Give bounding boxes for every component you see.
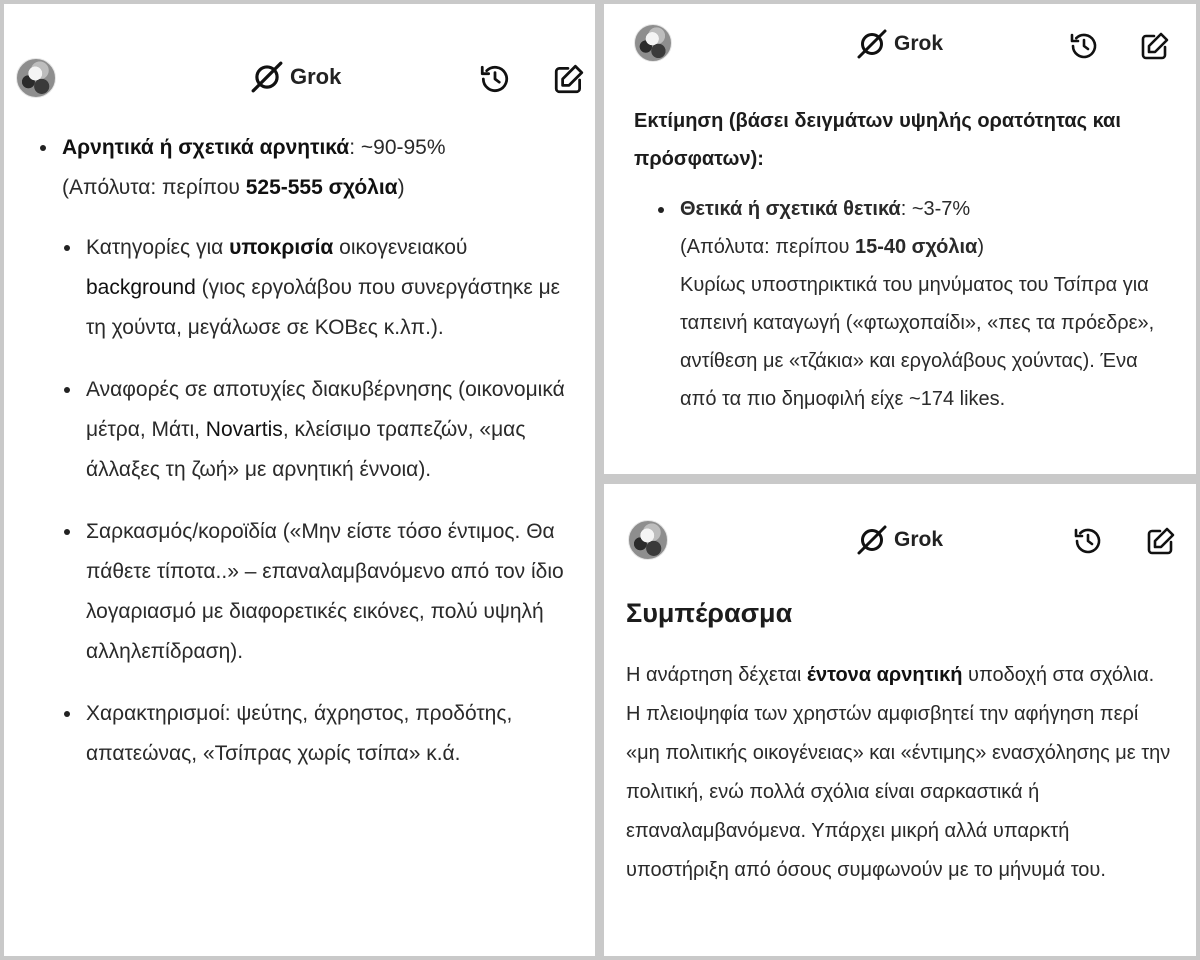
item-text: οικογενειακού: [333, 236, 468, 259]
positive-abs-suffix: ): [977, 236, 985, 258]
avatar[interactable]: [634, 24, 672, 62]
conclusion-heading: Συμπέρασμα: [626, 598, 793, 628]
brand-name: Grok: [894, 32, 944, 55]
negative-percent: : ~90-95%: [349, 136, 446, 159]
item-text: Χαρακτηρισμοί: ψεύτης, άχρηστος, προδότης, απατεώνας, «Τσίπρας χωρίς τσίπα» κ.ά.: [86, 702, 513, 765]
panel-positive-comments: [604, 4, 1196, 474]
edit-icon[interactable]: [552, 62, 586, 96]
list-item: [62, 512, 578, 672]
grok-brand: [856, 28, 943, 60]
history-icon[interactable]: [1068, 30, 1100, 62]
negative-abs-count: 525-555 σχόλια: [245, 176, 398, 199]
history-icon[interactable]: [478, 62, 512, 96]
positive-label: Θετικά ή σχετικά θετικά: [680, 198, 901, 220]
conclusion-text: Η ανάρτηση δέχεται: [626, 664, 807, 686]
list-item-positive: [656, 190, 1176, 418]
conclusion-text: υποδοχή στα σχόλια. Η πλειοψηφία των χρηστών αμφισβητεί την αφήγηση περί «μη πολιτικής οικογένειας» και «έντιμης» ενασχόλησης με την πολιτική, ενώ πολλά σχόλια είναι σαρκαστικά ή επαναλαμβανόμενα. Υπάρχει μικρή αλλά υπαρκτή υποστήριξη από όσους συμφωνούν με το μήνυμά του.: [626, 664, 1171, 881]
item-emph: Novartis: [205, 418, 283, 441]
avatar[interactable]: [16, 58, 56, 98]
negative-abs-prefix: (Απόλυτα: περίπου: [62, 176, 246, 199]
positive-abs-count: 15-40 σχόλια: [854, 236, 978, 258]
positive-percent: : ~3-7%: [900, 198, 971, 220]
conclusion-bold: έντονα αρνητική: [806, 664, 963, 686]
item-text: , κλείσιμο τραπεζών, «μας άλλαξες τη ζωή» με αρνητική έννοια).: [86, 418, 526, 481]
list-item-negative: [38, 128, 578, 774]
estimate-heading: Εκτίμηση (βάσει δειγμάτων υψηλής ορατότητας και πρόσφατων):: [634, 110, 1121, 170]
edit-icon[interactable]: [1145, 525, 1177, 557]
list-item: [62, 694, 578, 774]
negative-abs-suffix: ): [397, 176, 405, 199]
item-text: (γιος εργολάβου που συνεργάστηκε με τη χούντα, μεγάλωσε σε ΚΟΒες κ.λπ.).: [86, 276, 561, 339]
edit-icon[interactable]: [1139, 30, 1171, 62]
positive-abs-prefix: (Απόλυτα: περίπου: [680, 236, 855, 258]
avatar[interactable]: [628, 520, 668, 560]
panel-negative-comments: [4, 4, 595, 956]
item-emph: background: [86, 276, 196, 299]
grok-logo-icon: [856, 28, 888, 60]
list-item: [62, 228, 578, 348]
list-item: [62, 370, 578, 490]
grok-brand: [250, 60, 341, 94]
positive-description: Κυρίως υποστηρικτικά του μηνύματος του Τσίπρα για ταπεινή καταγωγή («φτωχοπαίδι», «πες τα πρόεδρε», αντίθεση με «τζάκια» και εργολάβους χούντας). Ένα από τα πιο δημοφιλή είχε ~174 likes.: [680, 274, 1155, 410]
grok-brand: [856, 524, 943, 556]
panel-conclusion: [604, 484, 1196, 956]
item-text: Αναφορές σε αποτυχίες διακυβέρνησης (οικονομικά μέτρα, Μάτι,: [86, 378, 565, 441]
item-text: Σαρκασμός/κοροϊδία («Μην είστε τόσο έντιμος. Θα πάθετε τίποτα..» – επαναλαμβανόμενο από τον ίδιο λογαριασμό με διαφορετικές εικόνες, πολύ υψηλή αλληλεπίδραση).: [86, 520, 564, 663]
negative-label: Αρνητικά ή σχετικά αρνητικά: [62, 136, 350, 159]
positive-section: [656, 190, 1176, 418]
brand-name: Grok: [894, 528, 944, 551]
grok-logo-icon: [856, 524, 888, 556]
negative-section: [38, 128, 578, 796]
brand-name: Grok: [290, 64, 342, 89]
item-text: Κατηγορίες για: [86, 236, 230, 259]
conclusion-paragraph: [626, 656, 1172, 890]
item-bold: υποκρισία: [229, 236, 334, 259]
grok-logo-icon: [250, 60, 284, 94]
history-icon[interactable]: [1072, 525, 1104, 557]
